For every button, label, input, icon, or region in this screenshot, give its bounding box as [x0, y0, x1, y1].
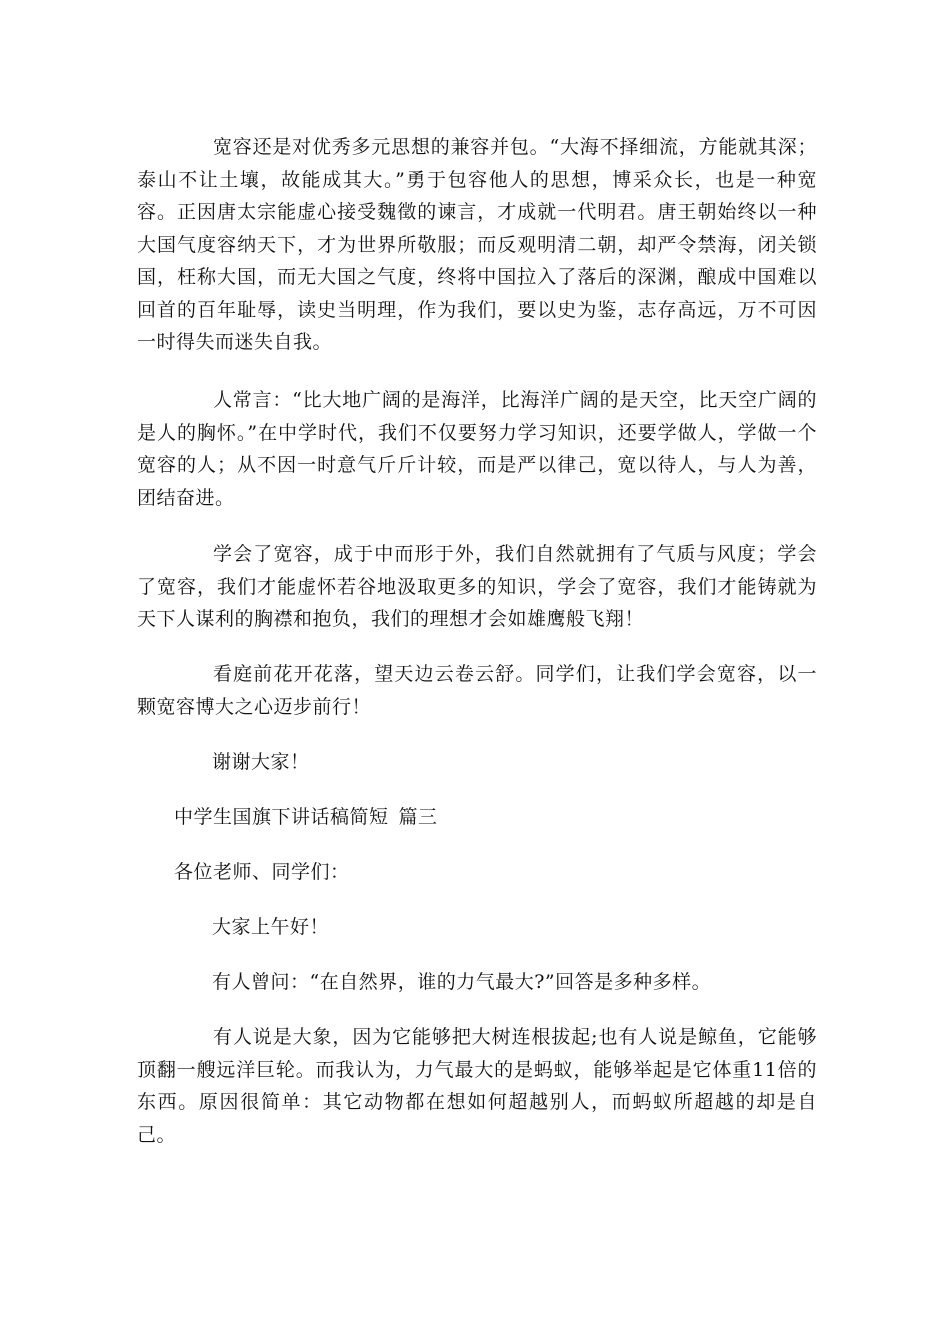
greeting-line: 大家上午好！ [212, 916, 330, 938]
section-heading [174, 801, 438, 833]
paragraph-question: 有人曾问：“在自然界，谁的力气最大?”回答是多种多样。 [212, 971, 712, 993]
section-label: 篇三 [398, 806, 438, 828]
salutation-line: 各位老师、同学们： [174, 861, 350, 883]
paragraph-broad-mind: 人常言：“比大地广阔的是海洋，比海洋广阔的是天空，比天空广阔的是人的胸怀。”在中学时代，我们不仅要努力学习知识，还要学做人，学做一个宽容的人；从不因一时意气斤斤计较，而是严以律己，宽以待人，与人为善，团结奋进。 [137, 389, 817, 509]
section-title: 中学生国旗下讲话稿简短 [174, 806, 389, 828]
paragraph-learn-tolerance: 学会了宽容，成于中而形于外，我们自然就拥有了气质与风度；学会了宽容，我们才能虚怀若谷地汲取更多的知识，学会了宽容，我们才能铸就为天下人谋利的胸襟和抱负，我们的理想才会如雄鹰般飞翔！ [137, 543, 817, 630]
paragraph-ant: 有人说是大象，因为它能够把大树连根拔起;也有人说是鲸鱼，它能够顶翻一艘远洋巨轮。而我认为，力气最大的是蚂蚁，能够举起是它体重11倍的东西。原因很简单：其它动物都在想如何超越别人，而蚂蚁所超越的却是自己。 [137, 1026, 817, 1146]
paragraph-tolerance-ideas: 宽容还是对优秀多元思想的兼容并包。“大海不择细流，方能就其深；泰山不让土壤，故能成其大。”勇于包容他人的思想，博采众长，也是一种宽容。正因唐太宗能虚心接受魏徵的谏言，才成就一代明君。唐王朝始终以一种大国气度容纳天下，才为世界所敬服；而反观明清二朝，却严令禁海，闭关锁国，枉称大国，而无大国之气度，终将中国拉入了落后的深渊，酿成中国难以回首的百年耻辱，读史当明理，作为我们，要以史为鉴，志存高远，万不可因一时得失而迷失自我。 [137, 136, 817, 353]
paragraph-flowers: 看庭前花开花落，望天边云卷云舒。同学们，让我们学会宽容，以一颗宽容博大之心迈步前行！ [137, 663, 817, 718]
thanks-line: 谢谢大家！ [212, 751, 310, 773]
